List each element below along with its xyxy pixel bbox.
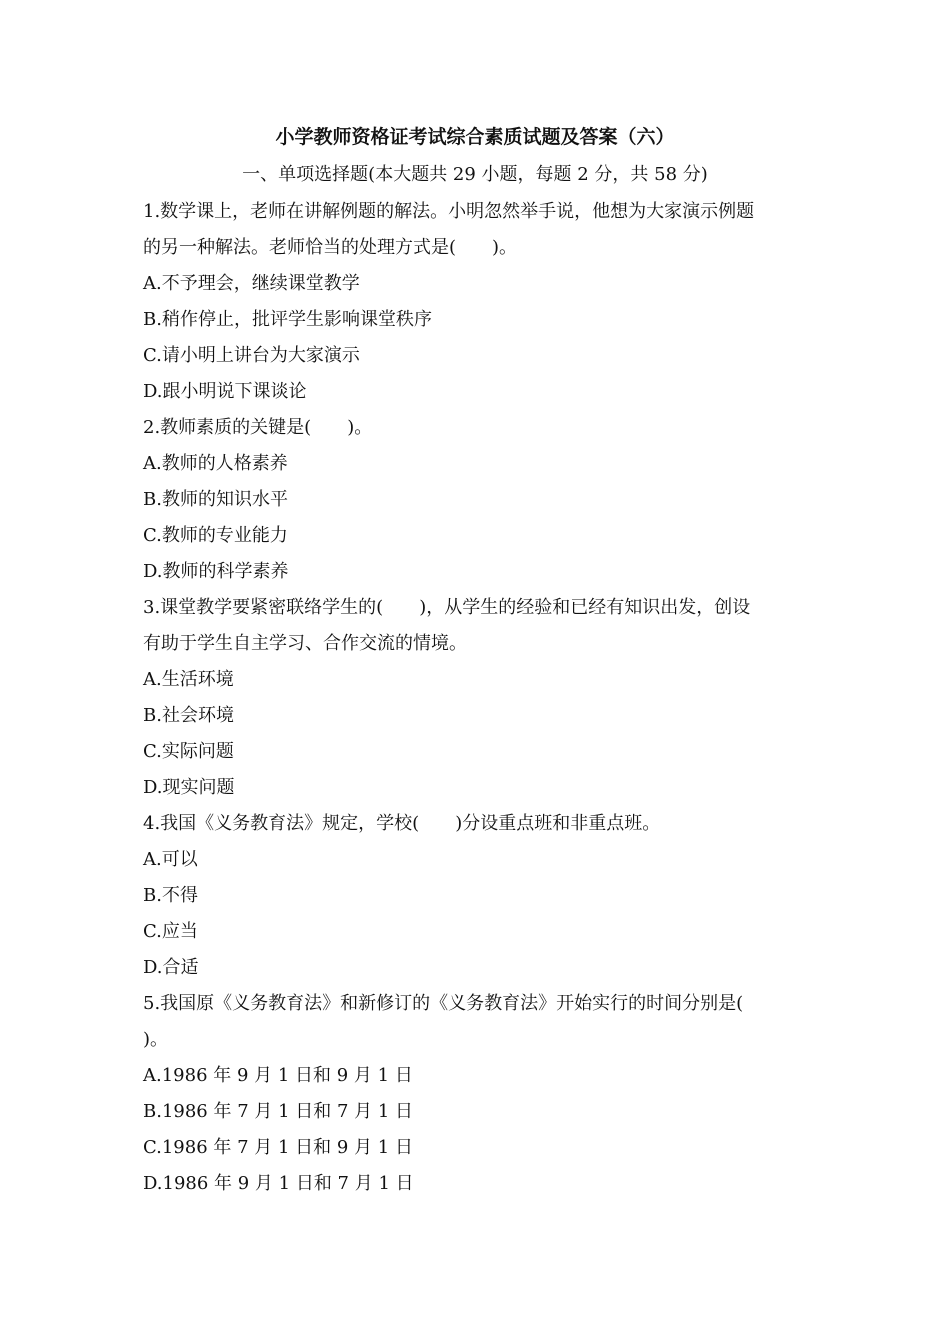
stem-line: 1.数学课上，老师在讲解例题的解法。小明忽然举手说，他想为大家演示例题 xyxy=(143,201,755,222)
question-4 xyxy=(143,808,813,988)
question-stem xyxy=(143,412,813,448)
question-5 xyxy=(143,988,813,1204)
option-b: B.稍作停止，批评学生影响课堂秩序 xyxy=(143,309,432,330)
option-b: B.1986 年 7 月 1 日和 7 月 1 日 xyxy=(143,1101,414,1122)
option-c: C.实际问题 xyxy=(143,741,234,762)
stem-line: 4.我国《义务教育法》规定，学校( )分设重点班和非重点班。 xyxy=(143,813,661,834)
option-c: C.教师的专业能力 xyxy=(143,525,288,546)
question-list xyxy=(143,196,813,1204)
question-1 xyxy=(143,196,813,412)
option-b: B.不得 xyxy=(143,885,198,906)
question-stem xyxy=(143,808,813,844)
stem-line: 的另一种解法。老师恰当的处理方式是( )。 xyxy=(143,237,518,258)
option-a: A.生活环境 xyxy=(143,669,234,690)
stem-line: 3.课堂教学要紧密联络学生的( )，从学生的经验和已经有知识出发，创设 xyxy=(143,597,751,618)
option-d: D.教师的科学素养 xyxy=(143,561,289,582)
option-a: A.1986 年 9 月 1 日和 9 月 1 日 xyxy=(143,1065,413,1086)
option-d: D.1986 年 9 月 1 日和 7 月 1 日 xyxy=(143,1173,414,1194)
option-c: C.请小明上讲台为大家演示 xyxy=(143,345,360,366)
question-stem xyxy=(143,592,813,664)
question-stem xyxy=(143,196,813,268)
option-a: A.不予理会，继续课堂教学 xyxy=(143,273,360,294)
stem-line: )。 xyxy=(143,1029,169,1050)
question-2 xyxy=(143,412,813,592)
option-d: D.现实问题 xyxy=(143,777,235,798)
option-a: A.可以 xyxy=(143,849,198,870)
option-d: D.跟小明说下课谈论 xyxy=(143,381,307,402)
option-c: C.1986 年 7 月 1 日和 9 月 1 日 xyxy=(143,1137,413,1158)
question-stem xyxy=(143,988,813,1060)
option-b: B.教师的知识水平 xyxy=(143,489,288,510)
option-b: B.社会环境 xyxy=(143,705,234,726)
option-a: A.教师的人格素养 xyxy=(143,453,288,474)
option-d: D.合适 xyxy=(143,957,199,978)
question-3 xyxy=(143,592,813,808)
section-heading: 一、单项选择题(本大题共 29 小题，每题 2 分，共 58 分) xyxy=(242,164,708,185)
stem-line: 有助于学生自主学习、合作交流的情境。 xyxy=(143,633,467,654)
document-title: 小学教师资格证考试综合素质试题及答案（六） xyxy=(275,126,675,148)
stem-line: 5.我国原《义务教育法》和新修订的《义务教育法》开始实行的时间分别是( xyxy=(143,993,744,1014)
option-c: C.应当 xyxy=(143,921,198,942)
stem-line: 2.教师素质的关键是( )。 xyxy=(143,417,373,438)
